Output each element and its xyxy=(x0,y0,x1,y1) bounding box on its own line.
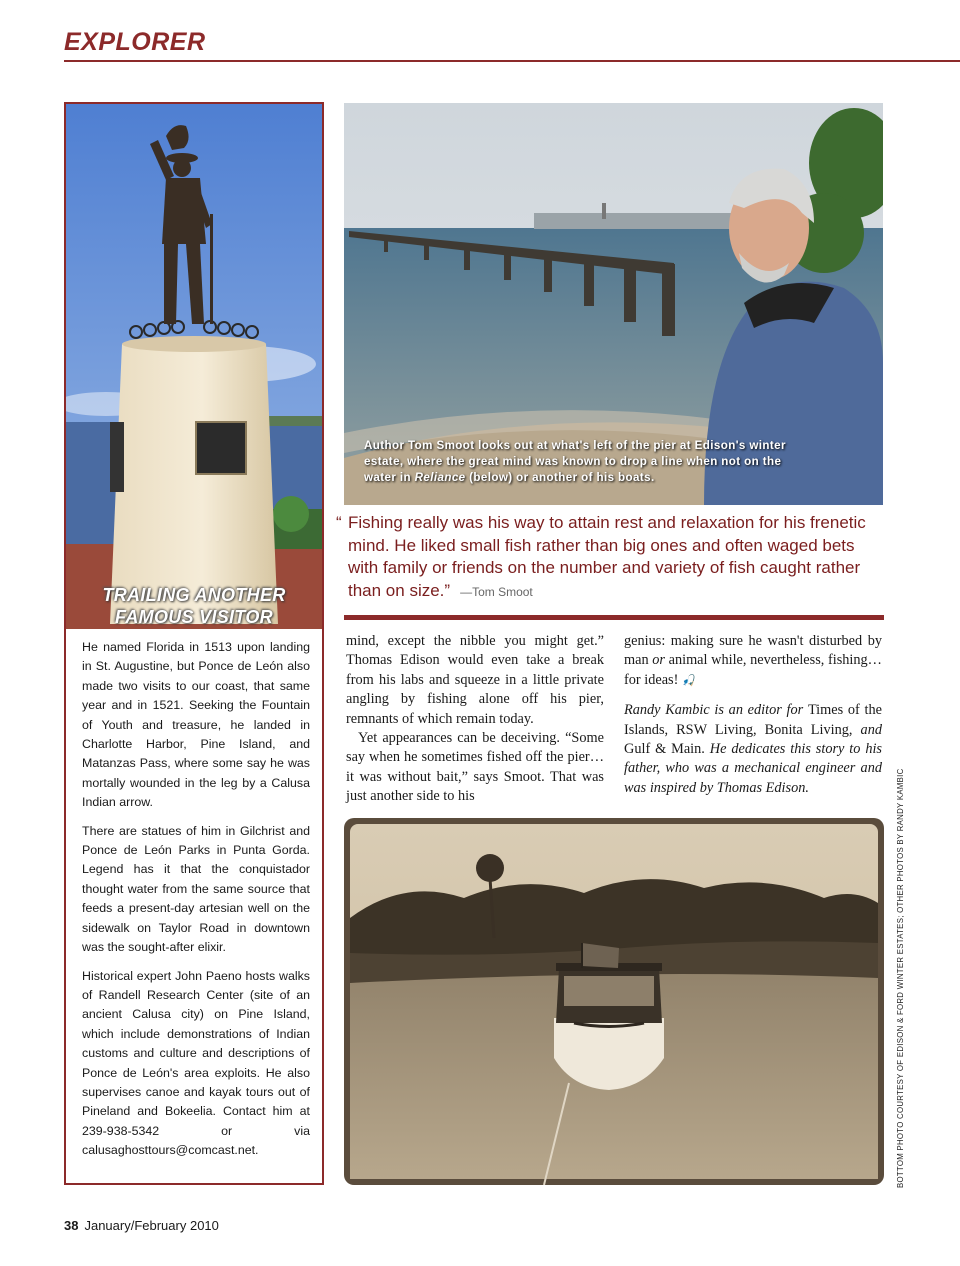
bio-text: and xyxy=(852,721,882,738)
body-emphasis: or xyxy=(652,652,665,669)
page-number: 38 xyxy=(64,1218,79,1233)
sidebar-heading-line1: TRAILING ANOTHER xyxy=(102,585,286,605)
bio-text: Randy Kambic is an editor for xyxy=(624,702,808,719)
caption-text-2: (below) or another of his boats. xyxy=(465,471,655,484)
caption-boat-name: Reliance xyxy=(414,471,466,484)
quote-rule xyxy=(344,615,884,620)
quote-text: Fishing really was his way to attain rest and relaxation for his frenetic mind. He liked small fish rather than big ones and often waged bets with family or friends on the number and variety of fish caught rather than on size.” xyxy=(348,513,866,600)
header-rule xyxy=(64,60,960,62)
bio-text: He dedicates this story to his father, who was a mechanical engineer and was inspired by Thomas Edison. xyxy=(624,741,882,796)
boat-photo xyxy=(344,818,884,1185)
body-paragraph xyxy=(624,632,882,691)
caption-text-1: Author Tom Smoot looks out at what's left of the pier at Edison's winter estate, where the great mind was known to drop a line when not on the water in xyxy=(364,439,786,484)
sidebar-box xyxy=(64,102,324,1185)
quote-open-mark: “ xyxy=(336,513,342,532)
bio-publication: Gulf & Main. xyxy=(624,741,705,758)
author-bio xyxy=(624,701,882,798)
fishing-end-icon: 🎣 xyxy=(681,674,696,687)
quote-attribution: —Tom Smoot xyxy=(460,584,533,599)
photo-credit: BOTTOM PHOTO COURTESY OF EDISON & FORD WINTER ESTATES; OTHER PHOTOS BY RANDY KAMBIC xyxy=(896,768,905,1188)
sidebar-paragraph: He named Florida in 1513 upon landing in St. Augustine, but Ponce de León also made two visits to our coast, that same year and in 1521. Seeking the Fountain of Youth and treasure, he landed in Charlotte Harbor, Pine Island, and Matanzas Pass, where some say he was mortally wounded in the leg by a Calusa Indian arrow. xyxy=(82,640,310,810)
photo-caption xyxy=(364,438,804,486)
statue-photo xyxy=(66,104,322,629)
body-column-right xyxy=(624,632,882,798)
section-title: EXPLORER xyxy=(64,28,206,56)
sidebar-text xyxy=(82,638,310,1170)
body-text: genius: making sure he wasn't disturbed by man xyxy=(624,633,882,669)
issue-date: January/February 2010 xyxy=(84,1218,219,1233)
body-column-left xyxy=(346,632,604,807)
body-text: animal while, nevertheless, fishing…for ideas! xyxy=(624,652,882,688)
pull-quote xyxy=(336,512,884,603)
body-paragraph: Yet appearances can be deceiving. “Some say when he sometimes fished off the pier…it was without bait,” says Smoot. That was just another side to his xyxy=(346,730,604,805)
sidebar-heading xyxy=(66,584,322,628)
sidebar-paragraph: There are statues of him in Gilchrist and Ponce de León Parks in Punta Gorda. Legend has it that the conquistador thought water from the same source that feeds a present-day artesian well on the sidewalk on Taylor Road in downtown was the sought-after elixir. xyxy=(82,823,310,955)
bio-publication: Times of the Islands, RSW Living, Bonita Living, xyxy=(624,702,882,738)
body-paragraph: mind, except the nibble you might get.” Thomas Edison would even take a break from his labs and squeeze in a little private angling by fishing alone off his pier, remnants of which remain today. xyxy=(346,633,604,727)
sidebar-paragraph: Historical expert John Paeno hosts walks of Randell Research Center (site of an ancient Calusa city) on Pine Island, which include demonstrations of Indian customs and culture and descriptions of Ponce de León's area exploits. He also supervises canoe and kayak tours out of Pineland and Bokeelia. Contact him at 239-938-5342 or via calusaghosttours@comcast.net. xyxy=(82,968,310,1158)
sidebar-heading-line2: FAMOUS VISITOR xyxy=(115,607,273,627)
page-footer xyxy=(64,1218,219,1233)
